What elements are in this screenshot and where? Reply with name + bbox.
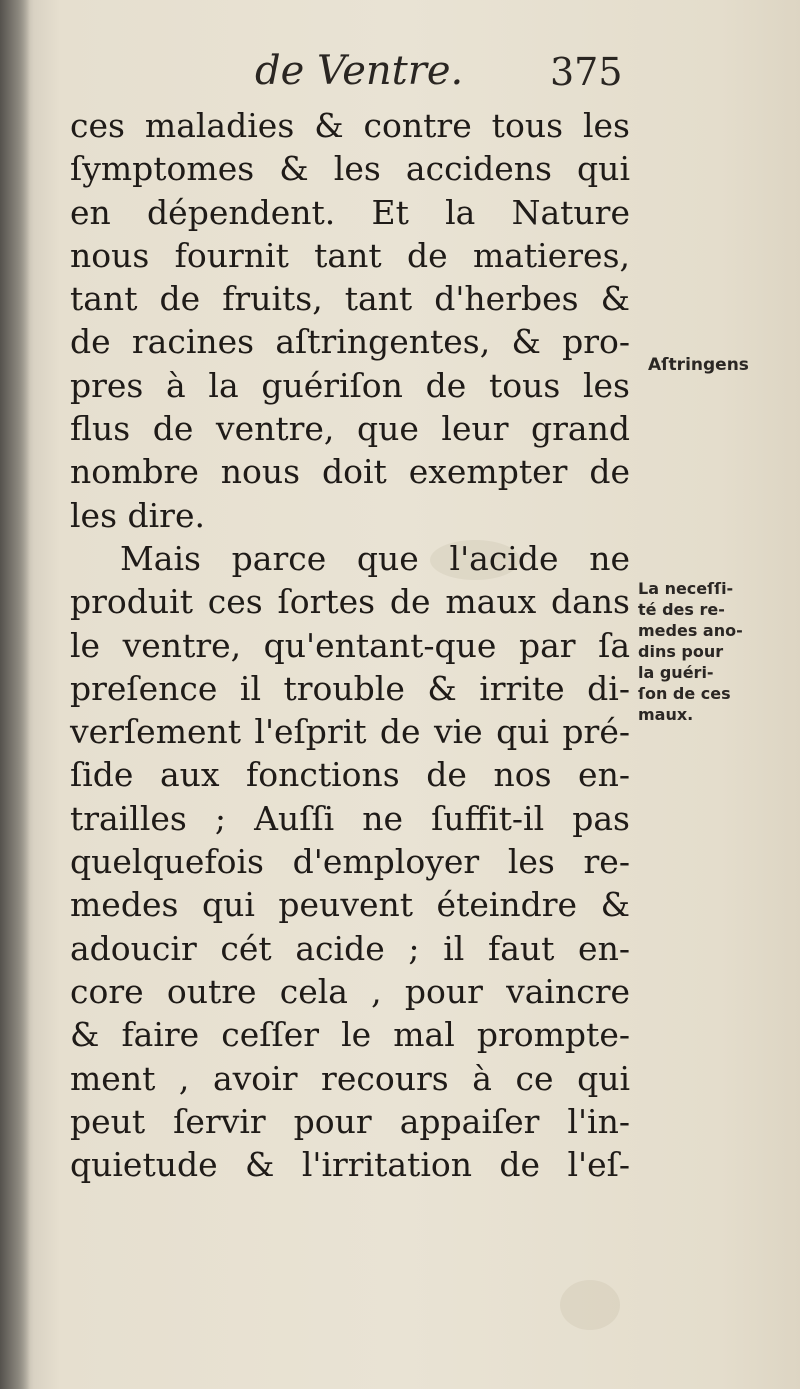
- running-head-title: de Ventre.: [255, 48, 464, 94]
- text-line: quietude & l'irritation de l'eſ-: [70, 1145, 630, 1185]
- text-line: nous fournit tant de matieres,: [70, 235, 630, 275]
- text-line: ſide aux fonctions de nos en-: [70, 755, 630, 795]
- body-text: [70, 104, 630, 1186]
- text-line: peut ſervir pour appaiſer l'in-: [70, 1101, 630, 1141]
- text-line: pres à la guériſon de tous les: [70, 365, 630, 405]
- paper-stain: [560, 1280, 620, 1330]
- running-head: [0, 48, 800, 98]
- text-line: ces maladies & contre tous les: [70, 106, 630, 145]
- text-line: core outre cela , pour vaincre: [70, 971, 630, 1011]
- text-line: verſement l'eſprit de vie qui pré-: [70, 712, 630, 752]
- margin-note-astringents: Aſtringens: [648, 355, 749, 375]
- text-line: flus de ventre, que leur grand: [70, 409, 630, 449]
- margin-note-line: dins pour: [638, 642, 724, 661]
- text-line: trailles ; Auſſi ne ſuffit-il pas: [70, 798, 630, 838]
- margin-note-line: ſon de ces: [638, 684, 731, 703]
- text-line: les dire.: [70, 495, 205, 535]
- book-spine-shadow: [0, 0, 30, 1389]
- text-line: produit ces ſortes de maux dans: [70, 582, 630, 622]
- text-line: le ventre, qu'entant-que par ſa: [70, 625, 630, 665]
- text-line: quelquefois d'employer les re-: [70, 842, 630, 882]
- text-line: de racines aſtringentes, & pro-: [70, 322, 630, 362]
- text-line: preſence il trouble & irrite di-: [70, 668, 630, 708]
- margin-note-line: medes ano-: [638, 621, 743, 640]
- text-line: en dépendent. Et la Nature: [70, 192, 630, 232]
- text-line: ſymptomes & les accidens qui: [70, 149, 630, 189]
- page-number: 375: [550, 50, 623, 94]
- paragraph-start-line: Mais parce que l'acide ne: [120, 538, 630, 578]
- text-line: nombre nous doit exempter de: [70, 452, 630, 492]
- margin-note-necessity: [638, 578, 788, 725]
- text-line: & faire ceſſer le mal prompte-: [70, 1015, 630, 1055]
- text-line: tant de fruits, tant d'herbes &: [70, 279, 630, 319]
- text-line: ment , avoir recours à ce qui: [70, 1058, 630, 1098]
- margin-note-line: La neceſſi-: [638, 579, 734, 598]
- margin-note-line: la guéri-: [638, 663, 714, 682]
- text-line: medes qui peuvent éteindre &: [70, 885, 630, 925]
- margin-note-line: té des re-: [638, 600, 725, 619]
- margin-note-line: maux.: [638, 705, 694, 724]
- text-line: adoucir cét acide ; il faut en-: [70, 928, 630, 968]
